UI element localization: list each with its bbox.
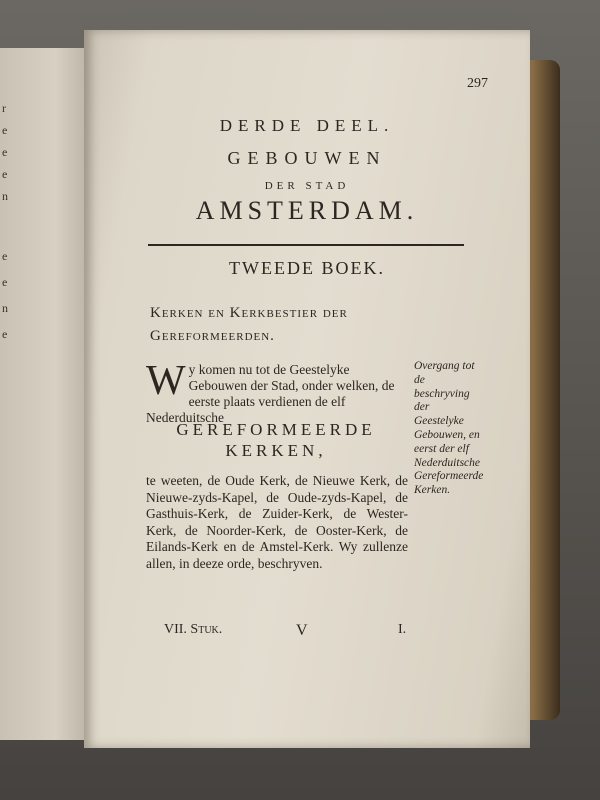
heading-of: DER STAD: [264, 180, 350, 192]
footer-signature: VII. Stuk.: [164, 622, 223, 637]
left-page-fragment: e: [2, 123, 8, 137]
left-page-fragment: e: [2, 167, 8, 181]
footer-catchword: I.: [398, 622, 407, 637]
left-page-fragment: r: [2, 101, 6, 115]
intro-text: y komen nu tot de Geestelyke Gebouwen der Stad, onder welken, de eerste plaats verdienen de elf Nederduitsche: [146, 362, 395, 425]
heading-topic: GEBOUWEN: [227, 148, 387, 168]
book-page: [84, 30, 530, 748]
intro-paragraph: [146, 358, 406, 426]
left-page-fragment: e: [2, 145, 8, 159]
margin-note: Overgang tot de beschryving der Geestelyke Gebouwen, en eerst der elf Nederduitsche Gereformeerde Kerken.: [414, 360, 484, 497]
heading-city: AMSTERDAM.: [195, 196, 419, 225]
subtitle-line-2: Gereformeerden.: [150, 328, 275, 344]
heading-part: DERDE DEEL.: [219, 116, 395, 135]
divider-rule: [148, 244, 464, 246]
section-heading-line-2: KERKEN,: [225, 441, 327, 460]
section-heading-line-1: GEREFORMEERDE: [176, 420, 376, 439]
chapter-subtitle: [150, 302, 470, 348]
left-page-fragment: n: [2, 189, 8, 203]
page-number: 297: [467, 76, 488, 91]
left-page-fragment: e: [2, 275, 8, 289]
subtitle-line-1: Kerken en Kerkbestier der: [150, 305, 348, 321]
book-title: TWEEDE BOEK.: [229, 258, 385, 278]
body-paragraph: te weeten, de Oude Kerk, de Nieuwe Kerk, de Nieuwe-zyds-Kapel, de Oude-zyds-Kapel, de Gasthuis-Kerk, de Zuider-Kerk, de Wester-Kerk, de Noorder-Kerk, de Ooster-Kerk, de Eilands-Kerk en de Amstel-Kerk. Wy zullenze allen, in deeze orde, beschryven.: [146, 473, 408, 571]
left-page-fragment: e: [2, 327, 8, 341]
left-page-fragment: n: [2, 301, 8, 315]
left-page-fragment: e: [2, 249, 8, 263]
footer-gathering: V: [296, 622, 308, 639]
drop-cap: W: [146, 358, 186, 404]
left-page: [0, 48, 94, 740]
